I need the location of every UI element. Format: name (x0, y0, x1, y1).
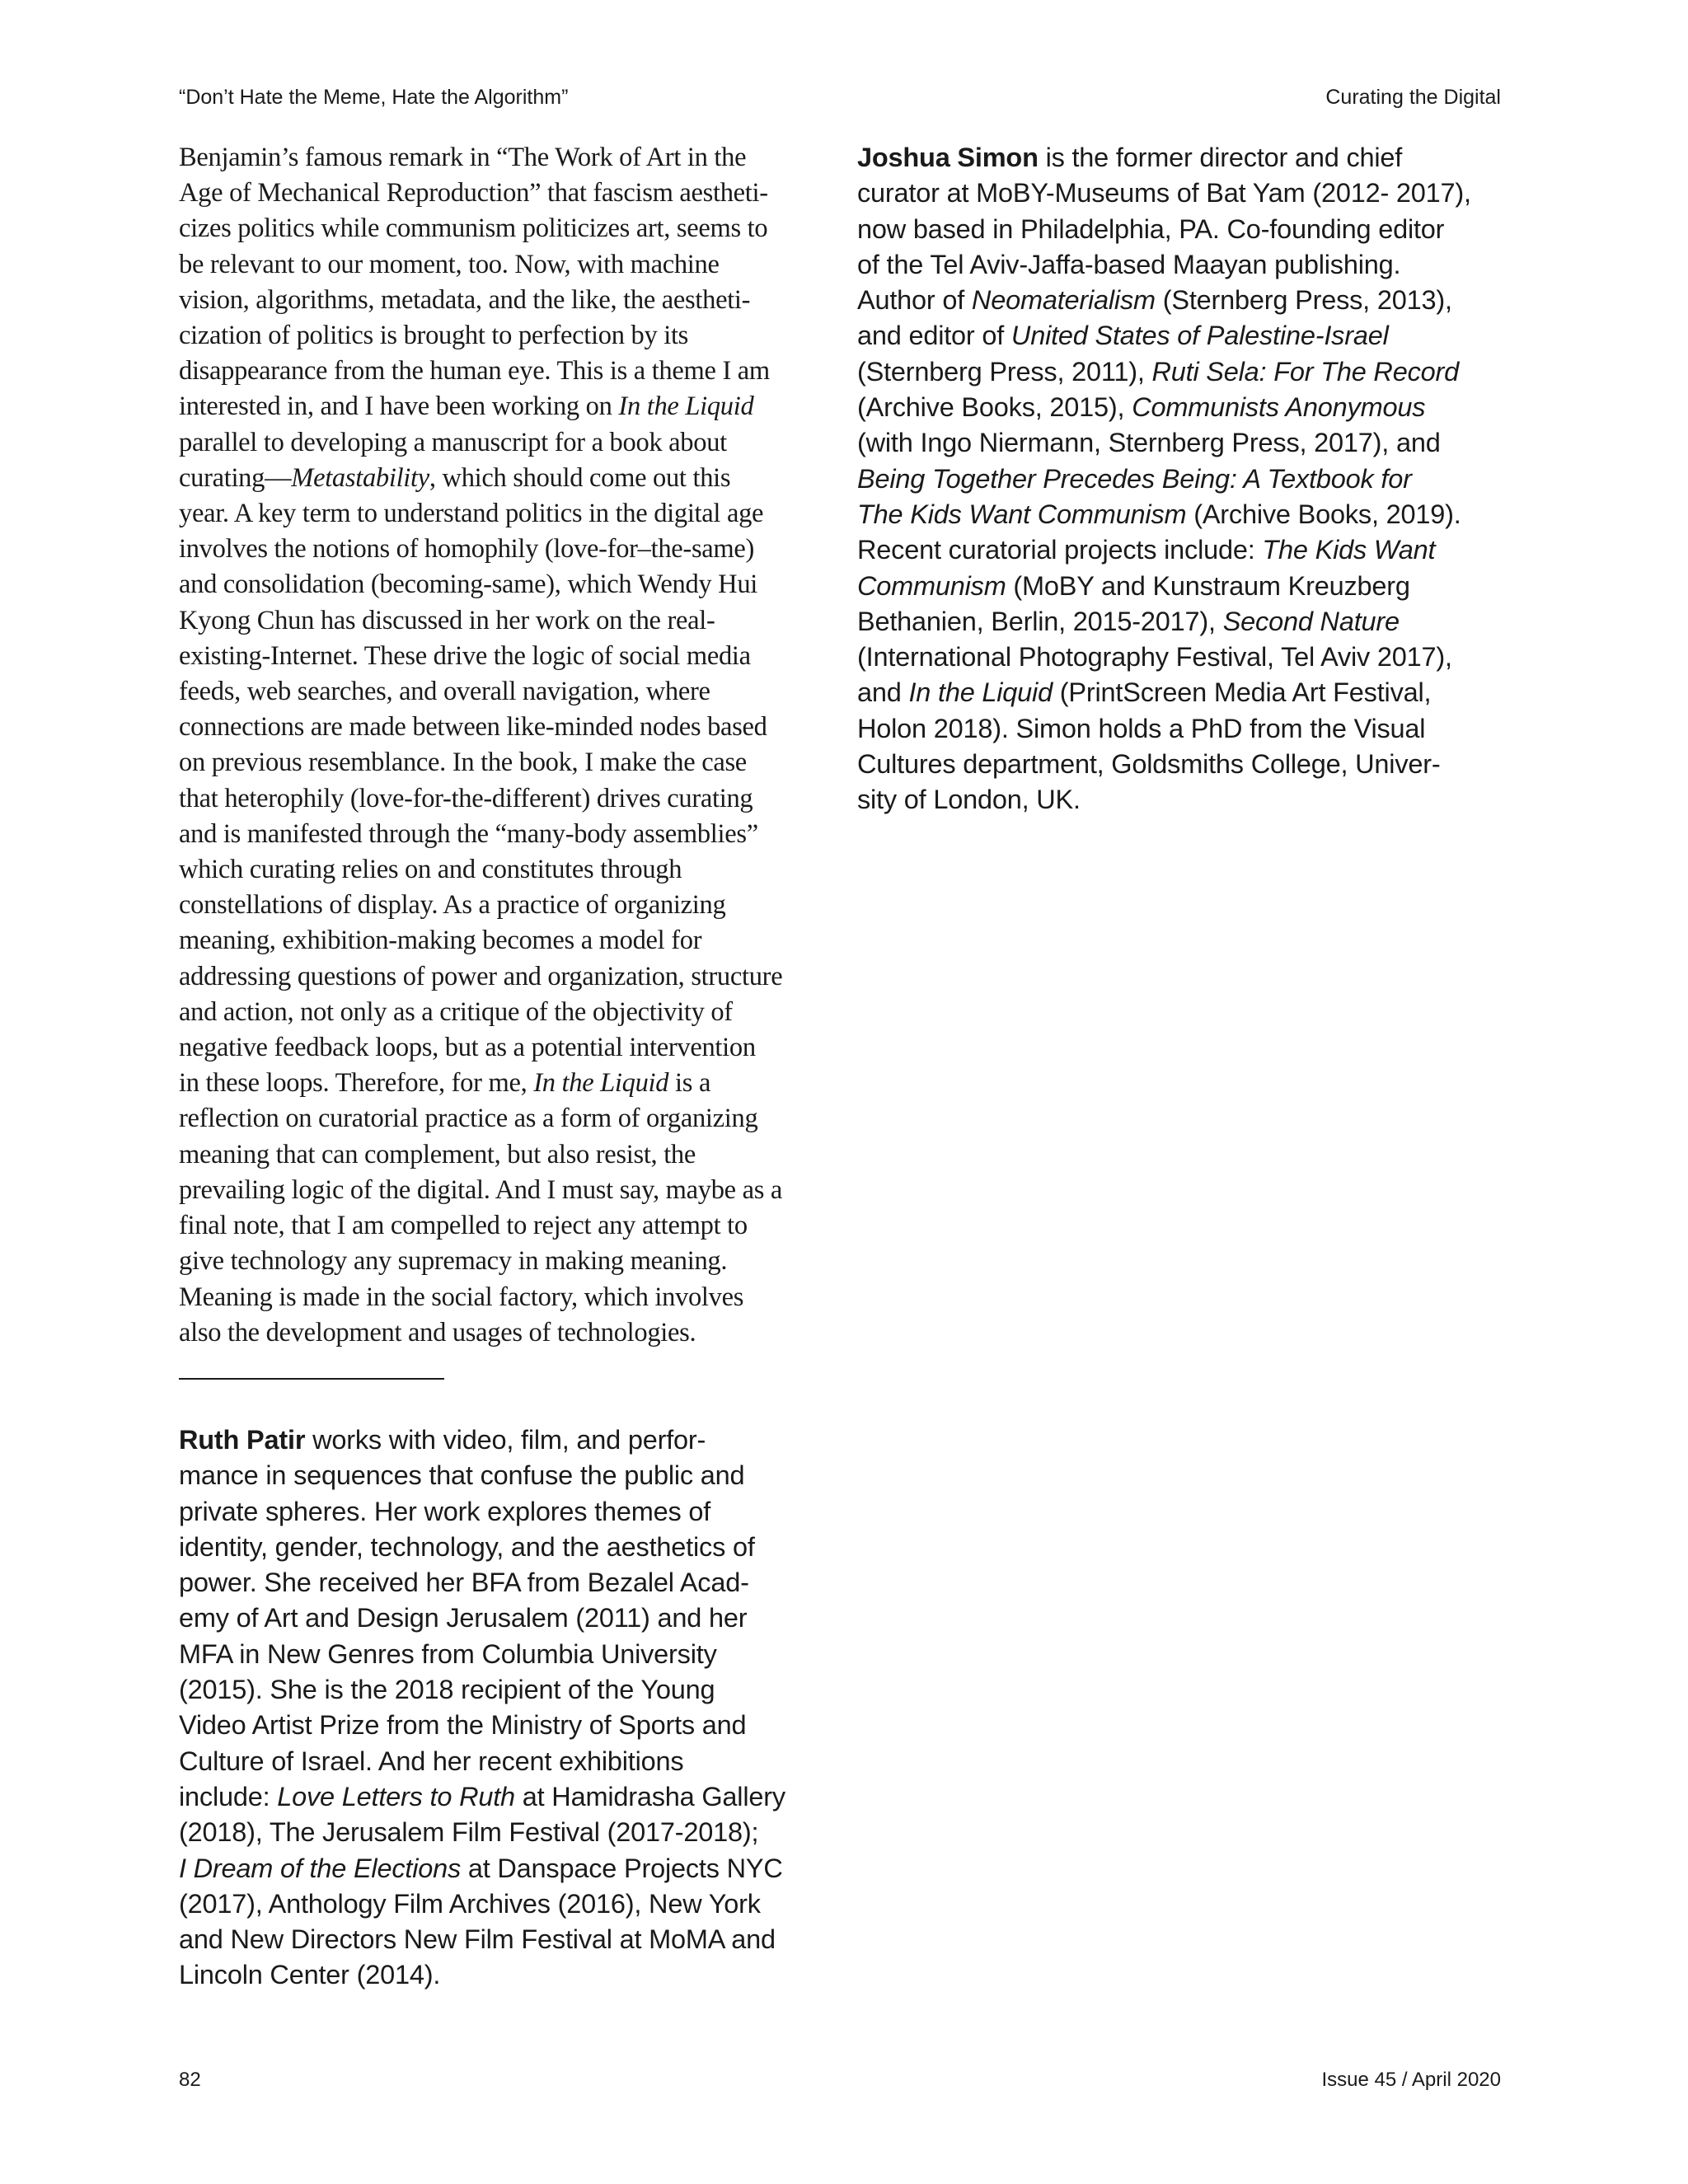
text-run: connections are made between like-minded nodes based (179, 712, 767, 743)
title-italic: The Kids Want Communism (857, 499, 1187, 529)
text-run: also the development and usages of technologies. (179, 1317, 696, 1347)
text-run: and action, not only as a critique of the objectivity of (179, 996, 733, 1027)
essay-line (179, 1030, 830, 1066)
text-run: is a (668, 1068, 711, 1099)
text-run: curator at MoBY-Museums of Bat Yam (2012- 2017), (857, 178, 1471, 209)
essay-line (179, 140, 830, 176)
bio-line (857, 283, 1508, 318)
title-italic: Communists Anonymous (1132, 392, 1426, 423)
text-run: Cultures department, Goldsmiths College, Univer- (857, 749, 1441, 780)
text-run: cizes politics while communism politicizes art, seems to (179, 213, 768, 244)
text-run: give technology any supremacy in making meaning. (179, 1246, 728, 1277)
text-run: meaning that can complement, but also resist, the (179, 1139, 696, 1169)
title-italic: Love Letters to Ruth (277, 1781, 515, 1811)
title-italic: In the Liquid (908, 677, 1053, 708)
text-run: MFA in New Genres from Columbia University (179, 1638, 717, 1669)
text-run: emy of Art and Design Jerusalem (2011) and her (179, 1603, 748, 1633)
essay-line (179, 745, 830, 780)
text-run: of the Tel Aviv-Jaffa-based Maayan publishing. (857, 249, 1401, 279)
text-run: (Archive Books, 2015), (857, 392, 1132, 423)
essay-line (179, 1066, 830, 1101)
page-number: 82 (179, 2069, 201, 2091)
essay-line (179, 211, 830, 246)
bio-line (857, 532, 1508, 568)
running-head-left: “Don’t Hate the Meme, Hate the Algorithm” (179, 86, 569, 109)
essay-line (179, 176, 830, 211)
essay-line (179, 1137, 830, 1173)
bio-line (857, 497, 1508, 532)
bio-line (857, 569, 1508, 604)
essay-line (179, 639, 830, 674)
essay-line (179, 567, 830, 602)
essay-line (179, 710, 830, 745)
bio-line (857, 140, 1508, 176)
text-run: involves the notions of homophily (love-for–the-same) (179, 534, 755, 565)
text-run: (Sternberg Press, 2013), (1155, 285, 1452, 316)
text-run: constellations of display. As a practice of organizing (179, 890, 726, 921)
text-run: at Hamidrasha Gallery (514, 1781, 785, 1811)
essay-line (179, 888, 830, 923)
bio-ruth-patir (179, 1422, 830, 1994)
text-run: final note, that I am compelled to reject any attempt to (179, 1211, 748, 1241)
bio-line (857, 354, 1508, 390)
text-run: cization of politics is brought to perfection by its (179, 321, 689, 351)
text-run: at Danspace Projects NYC (461, 1853, 783, 1883)
bio-line (179, 1530, 830, 1565)
text-run: which curating relies on and constitutes through (179, 855, 682, 885)
essay-line (179, 1173, 830, 1208)
text-run: Bethanien, Berlin, 2015-2017), (857, 606, 1223, 636)
bio-line (179, 1458, 830, 1493)
text-run: and consolidation (becoming-same), which Wendy Hui (179, 569, 758, 600)
essay-line (179, 781, 830, 817)
text-run: addressing questions of power and organization, structure (179, 961, 783, 991)
bio-line (179, 1637, 830, 1672)
text-run: is the former director and chief (1038, 143, 1403, 172)
text-run: works with video, film, and perfor- (305, 1425, 706, 1455)
issue-date: Issue 45 / April 2020 (1321, 2069, 1501, 2091)
text-run: (Sternberg Press, 2011), (857, 356, 1152, 387)
title-italic: I Dream of the Elections (179, 1853, 462, 1883)
bio-line (857, 318, 1508, 354)
text-run: (2017), Anthology Film Archives (2016), New York (179, 1888, 761, 1919)
bio-line (179, 1815, 830, 1850)
text-run: (with Ingo Niermann, Sternberg Press, 2017), and (857, 428, 1441, 458)
bio-line (179, 1957, 830, 1993)
bio-line (179, 1886, 830, 1922)
bio-line (179, 1744, 830, 1779)
essay-line (179, 1280, 830, 1315)
bio-line (857, 640, 1508, 675)
footnote-divider (179, 1378, 444, 1380)
bio-line (857, 711, 1508, 747)
bio-line (857, 390, 1508, 425)
essay-line (179, 461, 830, 496)
text-run: (PrintScreen Media Art Festival, (1052, 677, 1432, 708)
essay-line (179, 603, 830, 639)
author-name: Ruth Patir (179, 1425, 306, 1455)
title-italic: The Kids Want (1262, 535, 1436, 565)
text-run: private spheres. Her work explores themes of (179, 1496, 711, 1526)
bio-line (179, 1708, 830, 1743)
bio-line (179, 1922, 830, 1957)
text-run: , which should come out this (429, 462, 731, 493)
text-run: disappearance from the human eye. This is a theme I am (179, 356, 770, 387)
bio-line (179, 1494, 830, 1530)
text-run: power. She received her BFA from Bezalel Acad- (179, 1568, 749, 1598)
text-run: sity of London, UK. (857, 785, 1081, 815)
text-run: Holon 2018). Simon holds a PhD from the Visual (857, 713, 1426, 743)
text-run: meaning, exhibition-making becomes a model for (179, 926, 702, 956)
essay-line (179, 425, 830, 461)
bio-line (179, 1851, 830, 1886)
text-run: reflection on curatorial practice as a form of organizing (179, 1104, 758, 1134)
text-run: Kyong Chun has discussed in her work on the real- (179, 605, 715, 635)
text-run: prevailing logic of the digital. And I must say, maybe as a (179, 1174, 783, 1205)
essay-line (179, 389, 830, 424)
bio-line (179, 1672, 830, 1708)
bio-line (857, 604, 1508, 640)
running-head-right: Curating the Digital (1325, 86, 1501, 109)
essay-line (179, 318, 830, 354)
essay-line (179, 1208, 830, 1244)
essay-line (179, 247, 830, 283)
bio-line (857, 462, 1508, 497)
text-run: Lincoln Center (2014). (179, 1960, 441, 1990)
text-run: year. A key term to understand politics in the digital age (179, 499, 764, 529)
bio-line (857, 247, 1508, 283)
essay-line (179, 817, 830, 852)
text-run: existing-Internet. These drive the logic of social media (179, 640, 751, 671)
bio-line (179, 1422, 830, 1458)
bio-line (857, 425, 1508, 461)
title-italic: Neomaterialism (971, 285, 1156, 316)
text-run: and editor of (857, 321, 1011, 351)
essay-line (179, 674, 830, 710)
text-run: mance in sequences that confuse the public and (179, 1460, 745, 1491)
text-run: Culture of Israel. And her recent exhibitions (179, 1746, 684, 1776)
bio-line (179, 1779, 830, 1815)
text-run: vision, algorithms, metadata, and the like, the aestheti- (179, 284, 751, 315)
title-italic: In the Liquid (618, 391, 754, 422)
text-run: Age of Mechanical Reproduction” that fascism aestheti- (179, 178, 768, 209)
text-run: on previous resemblance. In the book, I make the case (179, 748, 747, 778)
text-run: and is manifested through the “many-body assemblies” (179, 818, 758, 849)
essay-line (179, 923, 830, 958)
text-run: (MoBY and Kunstraum Kreuzberg (1006, 570, 1410, 601)
text-run: Video Artist Prize from the Ministry of Sports and (179, 1710, 747, 1741)
title-italic: Metastability (291, 462, 429, 493)
text-run: include: (179, 1781, 278, 1811)
text-run: (Archive Books, 2019). (1186, 499, 1461, 529)
essay-line (179, 852, 830, 888)
text-run: interested in, and I have been working on (179, 391, 619, 422)
text-run: Author of (857, 285, 972, 316)
text-run: be relevant to our moment, too. Now, with machine (179, 249, 720, 279)
title-italic: Ruti Sela: For The Record (1151, 356, 1459, 387)
text-run: Recent curatorial projects include: (857, 535, 1263, 565)
author-name: Joshua Simon (857, 143, 1039, 172)
essay-line (179, 959, 830, 995)
bio-joshua-simon (857, 140, 1508, 818)
title-italic: United States of Palestine-Israel (1010, 321, 1389, 351)
text-run: negative feedback loops, but as a potential intervention (179, 1033, 756, 1063)
essay-line (179, 283, 830, 318)
text-run: now based in Philadelphia, PA. Co-founding editor (857, 213, 1445, 244)
text-run: Benjamin’s famous remark in “The Work of Art in the (179, 143, 747, 172)
bio-line (857, 782, 1508, 818)
essay-body (179, 140, 830, 1351)
bio-line (857, 176, 1508, 211)
essay-line (179, 995, 830, 1030)
text-run: and New Directors New Film Festival at MoMA and (179, 1924, 776, 1955)
text-run: (2015). She is the 2018 recipient of the Young (179, 1675, 715, 1705)
title-italic: Being Together Precedes Being: A Textbook for (857, 463, 1412, 494)
bio-line (179, 1601, 830, 1636)
text-run: parallel to developing a manuscript for a book about (179, 427, 727, 457)
text-run: (International Photography Festival, Tel Aviv 2017), (857, 642, 1452, 673)
text-run: and (857, 677, 909, 708)
essay-line (179, 532, 830, 567)
essay-line (179, 354, 830, 389)
title-italic: In the Liquid (533, 1068, 669, 1099)
bio-line (857, 212, 1508, 247)
bio-line (179, 1565, 830, 1601)
essay-line (179, 1315, 830, 1351)
text-run: identity, gender, technology, and the aesthetics of (179, 1531, 755, 1562)
text-run: (2018), The Jerusalem Film Festival (2017-2018); (179, 1817, 759, 1848)
text-run: Meaning is made in the social factory, which involves (179, 1282, 744, 1312)
essay-line (179, 496, 830, 532)
title-italic: Communism (857, 570, 1006, 601)
essay-line (179, 1101, 830, 1137)
title-italic: Second Nature (1222, 606, 1400, 636)
text-run: in these loops. Therefore, for me, (179, 1068, 534, 1099)
bio-line (857, 675, 1508, 710)
text-run: that heterophily (love-for-the-different) drives curating (179, 783, 753, 813)
essay-line (179, 1244, 830, 1279)
text-run: curating— (179, 462, 292, 493)
bio-line (857, 747, 1508, 782)
text-run: feeds, web searches, and overall navigation, where (179, 677, 710, 707)
